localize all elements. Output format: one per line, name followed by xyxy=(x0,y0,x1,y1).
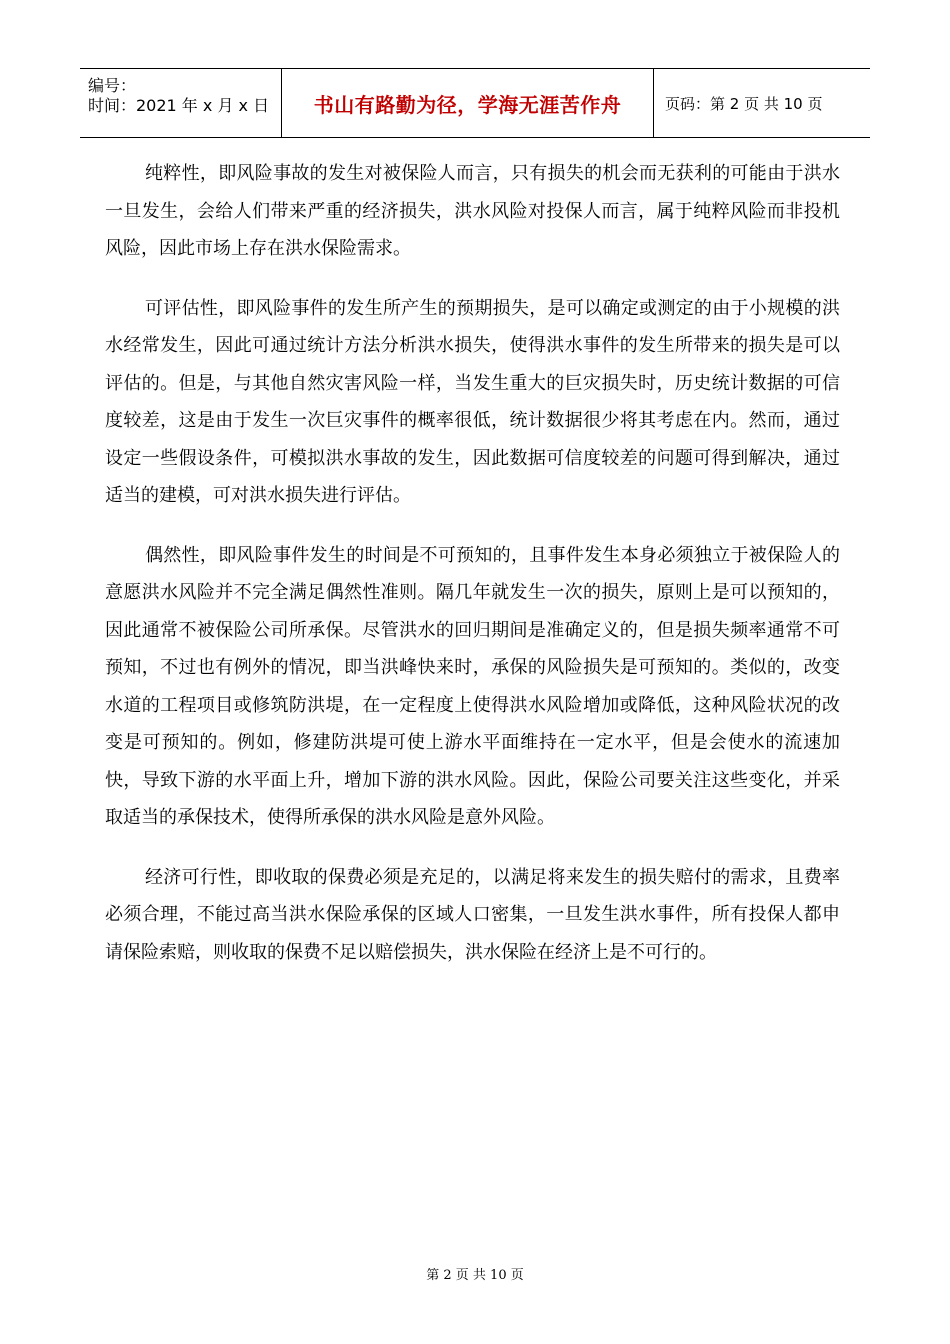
paragraph-purity: 纯粹性，即风险事故的发生对被保险人而言，只有损失的机会而无获利的可能由于洪水一旦发生，会给人们带来严重的经济损失，洪水风险对投保人而言，属于纯粹风险而非投机风险，因此市场上存在洪水保险需求。 xyxy=(105,163,840,259)
header-page-cell xyxy=(653,69,870,137)
page-footer: 第 2 页 共 10 页 xyxy=(426,1268,524,1283)
document-body xyxy=(105,155,840,993)
paragraph-economic-feasibility: 经济可行性，即收取的保费必须是充足的，以满足将来发生的损失赔付的需求，且费率必须合理，不能过高当洪水保险承保的区域人口密集，一旦发生洪水事件，所有投保人都申请保险索赔，则收取的保费不足以赔偿损失，洪水保险在经济上是不可行的。 xyxy=(105,866,840,963)
header-motto: 书山有路勤为径，学海无涯苦作舟 xyxy=(313,92,622,117)
document-number: 编号： xyxy=(88,76,137,95)
header-left-cell xyxy=(80,69,281,137)
document-header xyxy=(80,68,870,138)
document-date: 时间：2021 年 x 月 x 日 xyxy=(88,96,270,115)
paragraph-assessability: 可评估性，即风险事件的发生所产生的预期损失，是可以确定或测定的由于小规模的洪水经常发生，因此可通过统计方法分析洪水损失，使得洪水事件的发生所带来的损失是可以评估的。但是，与其他自然灾害风险一样，当发生重大的巨灾损失时，历史统计数据的可信度较差，这是由于发生一次巨灾事件的概率很低，统计数据很少将其考虑在内。然而，通过设定一些假设条件，可模拟洪水事故的发生，因此数据可信度较差的问题可得到解决，通过适当的建模，可对洪水损失进行评估。 xyxy=(105,297,840,506)
paragraph-randomness: 偶然性，即风险事件发生的时间是不可预知的，且事件发生本身必须独立于被保险人的意愿洪水风险并不完全满足偶然性准则。隔几年就发生一次的损失，原则上是可以预知的，因此通常不被保险公司所承保。尽管洪水的回归期间是准确定义的，但是损失频率通常不可预知，不过也有例外的情况，即当洪峰快来时，承保的风险损失是可预知的。类似的，改变水道的工程项目或修筑防洪堤，在一定程度上使得洪水风险增加或降低，这种风险状况的改变是可预知的。例如，修建防洪堤可使上游水平面维持在一定水平，但是会使水的流速加快，导致下游的水平面上升，增加下游的洪水风险。因此，保险公司要关注这些变化，并采取适当的承保技术，使得所承保的洪水风险是意外风险。 xyxy=(105,544,840,828)
header-motto-cell xyxy=(281,69,654,137)
header-page-info: 页码：第 2 页 共 10 页 xyxy=(665,94,823,113)
